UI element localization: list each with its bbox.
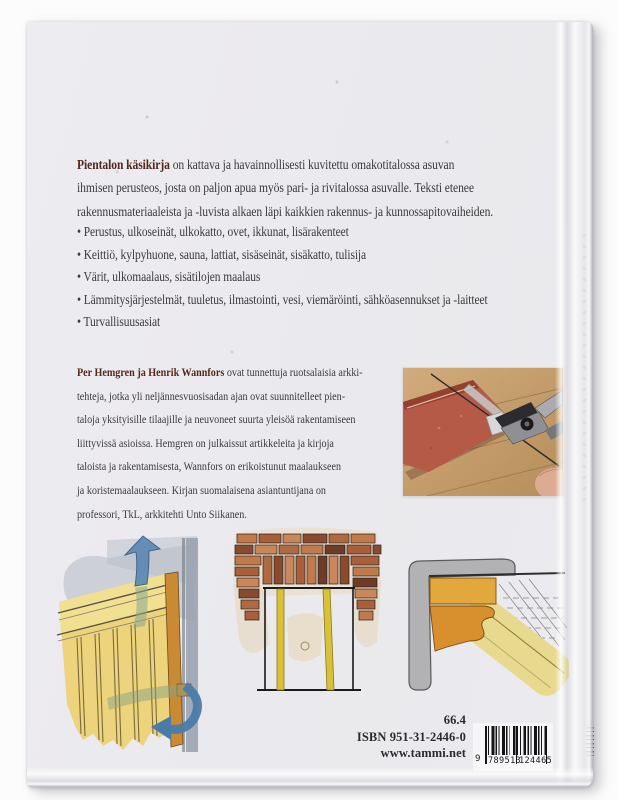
authors-line: professori, TkL, arkkitehti Unto Siikanen. bbox=[77, 508, 247, 521]
contents-bullet-list bbox=[77, 221, 488, 334]
authors-line: ja koristemaalaukseen. Kirjan suomalaisena asiantuntijana on bbox=[77, 484, 326, 497]
illustration-eave-detail bbox=[399, 542, 569, 700]
book-title: Pientalon käsikirja bbox=[77, 157, 170, 172]
intro-line: ihmisen perusteos, josta on paljon apua myös pari- ja rivitalossa asuvalle. Teksti etenee bbox=[77, 180, 474, 196]
intro-line-text: on kattava ja havainnollisesti kuvitettu omakotitalossa asuvan bbox=[169, 157, 455, 172]
authors-line bbox=[77, 362, 363, 386]
bullet-item: • Lämmitysjärjestelmät, tuuletus, ilmastointi, vesi, viemäröinti, sähköasennukset ja -laitteet bbox=[77, 291, 488, 307]
book-back-cover bbox=[27, 22, 593, 787]
authors-line: tehteja, jotka yli neljännesvuosisadan ajan ovat suunnitelleet pien- bbox=[77, 390, 346, 403]
bullet-item: • Perustus, ulkoseinät, ulkokatto, ovet, ikkunat, lisärakenteet bbox=[77, 224, 349, 239]
inner-wash bbox=[287, 613, 323, 662]
bullet-item: • Keittiö, kylpyhuone, sauna, lattiat, sisäseinät, sisäkatto, tulisija bbox=[77, 246, 367, 262]
intro-paragraph bbox=[77, 153, 493, 223]
author-names: Per Hemgren ja Henrik Wannfors bbox=[77, 367, 225, 379]
illustration-brick-lintel bbox=[227, 526, 389, 712]
fascia-board bbox=[430, 578, 496, 604]
barcode-number-left: 789513 bbox=[488, 756, 522, 766]
illustration-wall-ventilation bbox=[47, 534, 209, 762]
authors-line: taloista ja rakentamisesta, Wannfors on erikoistunut maalaukseen bbox=[77, 461, 342, 474]
intro-line: rakennusmateriaaleista ja -luvista alkaen läpi kaikkien rakennus- ja kunnossapitovaiheiden. bbox=[77, 203, 494, 219]
authors-line-text: ovat tunnettuja ruotsalaisia arkki- bbox=[224, 367, 363, 379]
tile-cutting-photo-graphic bbox=[403, 368, 563, 496]
publisher-block bbox=[296, 712, 466, 762]
wood-panel-wall bbox=[57, 574, 171, 750]
authors-paragraph bbox=[77, 362, 363, 527]
isbn-number: ISBN 951-31-2446-0 bbox=[356, 729, 466, 744]
fore-edge-print-marks bbox=[583, 234, 586, 502]
bullet-item: • Värit, ulkomaalaus, sisätilojen maalaus bbox=[77, 269, 261, 285]
authors-line: taloja yksityisille tilaajille ja neuvoneet suurta yleisöä rakentamiseen bbox=[77, 414, 356, 427]
tile-cutting-photo bbox=[403, 368, 563, 496]
support-post-left bbox=[277, 589, 284, 690]
classification-number: 66.4 bbox=[443, 713, 466, 727]
barcode-number-right: 124465 bbox=[519, 756, 553, 766]
ean-barcode bbox=[473, 723, 553, 771]
intro-line bbox=[77, 153, 493, 176]
authors-line: liittyvissä asioissa. Hemgren on julkaissut artikkeleita ja kirjoja bbox=[77, 437, 334, 450]
bullet-item: • Turvallisuusasiat bbox=[77, 314, 161, 330]
barcode-guard bbox=[485, 726, 487, 764]
barcode-digit: 9 bbox=[475, 754, 481, 764]
spine-barcode-sticker bbox=[587, 727, 594, 759]
website-url: www.tammi.net bbox=[380, 746, 466, 760]
support-post-right bbox=[323, 589, 334, 690]
